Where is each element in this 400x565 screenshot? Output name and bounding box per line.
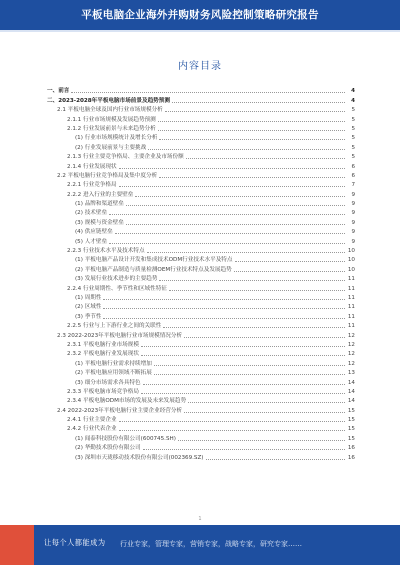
toc-leader-dots [165, 111, 345, 112]
toc-entry-page: 15 [347, 407, 355, 414]
toc-entry[interactable] [47, 443, 355, 452]
toc-entry-title: 2.3 2022-2023年平板电脑行业市场规模情况分析 [57, 332, 183, 339]
toc-entry-page: 9 [351, 238, 355, 245]
toc-entry[interactable] [47, 114, 355, 123]
toc-leader-dots [154, 374, 345, 375]
toc-leader-dots [163, 327, 345, 328]
toc-entry-title: 一、前言 [47, 88, 70, 95]
toc-entry-page: 5 [351, 116, 355, 123]
toc-entry-title: 2.3.1 平板电脑行业市场规模 [67, 341, 139, 348]
toc-entry-title: (1) 品牌和渠道壁垒 [75, 201, 124, 208]
toc-leader-dots [184, 412, 345, 413]
toc-entry-page: 12 [347, 360, 355, 367]
toc-entry-title: (1) 行业市场规模统计及增长分析 [75, 135, 158, 142]
toc-entry[interactable] [47, 95, 355, 104]
toc-leader-dots [184, 337, 345, 338]
toc-leader-dots [119, 421, 345, 422]
toc-entry-title: (2) 技术壁垒 [75, 210, 108, 217]
toc-entry-title: 2.2 平板电脑行业竞争格局及集中度分析 [57, 172, 158, 179]
toc-leader-dots [235, 261, 346, 262]
toc-leader-dots [71, 92, 345, 93]
toc-entry-page: 5 [351, 154, 355, 161]
toc-leader-dots [103, 299, 345, 300]
footer-tagline: 行业专家，管理专家，营销专家，战略专家，研究专家…… [120, 540, 302, 548]
toc-leader-dots [119, 186, 345, 187]
toc-entry[interactable] [47, 142, 355, 151]
toc-entry-title: (3) 规模与资金壁垒 [75, 219, 124, 226]
toc-entry-title: 2.1.4 行业发展现状 [67, 163, 117, 170]
toc-entry[interactable] [47, 405, 355, 414]
toc-leader-dots [141, 393, 345, 394]
toc-entry[interactable] [47, 311, 355, 320]
toc-entry[interactable] [47, 255, 355, 264]
page-number: 1 [198, 516, 202, 522]
toc-entry-page: 11 [347, 304, 355, 311]
toc-entry-page: 14 [347, 398, 355, 405]
header-stripe [0, 30, 400, 32]
toc-entry-page: 9 [351, 191, 355, 198]
toc-entry-page: 10 [347, 266, 355, 273]
toc-entry-page: 4 [351, 97, 355, 104]
toc-entry-page: 11 [347, 313, 355, 320]
toc-leader-dots [141, 346, 345, 347]
toc-entry-title: (1) 平板电脑产品设计开发和集成技术ODM行业技术水平及特点 [75, 257, 233, 264]
toc-entry-title: (1) 闻泰科技股份有限公司(600745.SH) [75, 435, 176, 442]
toc-entry-title: (2) 平板电脑应用领域不断拓展 [75, 370, 152, 377]
toc-entry-title: (2) 行业发展前景与主要挑战 [75, 144, 147, 151]
toc-entry-page: 14 [347, 379, 355, 386]
toc-entry-page: 12 [347, 351, 355, 358]
toc-entry-title: (2) 区域性 [75, 304, 102, 311]
table-of-contents [47, 86, 355, 462]
toc-leader-dots [119, 168, 345, 169]
toc-entry[interactable] [47, 86, 355, 95]
toc-leader-dots [172, 102, 345, 103]
toc-entry-title: (5) 人才壁垒 [75, 238, 108, 245]
toc-entry-page: 15 [347, 426, 355, 433]
footer-accent [0, 525, 34, 565]
toc-entry[interactable] [47, 302, 355, 311]
toc-entry-title: (1) 周期性 [75, 294, 102, 301]
toc-entry-title: (4) 供应链壁垒 [75, 229, 113, 236]
toc-entry[interactable] [47, 171, 355, 180]
toc-leader-dots [159, 139, 345, 140]
toc-entry-page: 5 [351, 107, 355, 114]
toc-entry-title: 2.3.3 平板电脑市场竞争格局 [67, 388, 139, 395]
toc-entry-title: 2.2.3 行业技术水平及技术特点 [67, 248, 145, 255]
toc-entry[interactable] [47, 452, 355, 461]
toc-entry-page: 15 [347, 435, 355, 442]
toc-leader-dots [115, 233, 345, 234]
toc-leader-dots [158, 130, 345, 131]
toc-entry-page: 15 [347, 417, 355, 424]
toc-entry-page: 5 [351, 125, 355, 132]
toc-leader-dots [135, 196, 345, 197]
toc-leader-dots [178, 440, 345, 441]
toc-entry[interactable] [47, 321, 355, 330]
toc-entry-title: 2.1 平板电脑全球及国内行业市场规模分析 [57, 107, 163, 114]
toc-leader-dots [126, 224, 345, 225]
toc-leader-dots [126, 205, 345, 206]
toc-entry-page: 5 [351, 144, 355, 151]
footer-slogan: 让每个人都能成为 [44, 538, 106, 547]
toc-entry[interactable] [47, 208, 355, 217]
toc-leader-dots [109, 243, 345, 244]
toc-entry[interactable] [47, 349, 355, 358]
toc-entry-title: 2.2.2 进入行业的主要壁垒 [67, 191, 134, 198]
toc-leader-dots [154, 365, 345, 366]
toc-entry[interactable] [47, 330, 355, 339]
toc-entry[interactable] [47, 236, 355, 245]
toc-entry-title: 2.3.2 平板电脑行业发展现状 [67, 351, 139, 358]
toc-entry-title: (1) 平板电脑行业需求持续增加 [75, 360, 152, 367]
toc-leader-dots [148, 149, 345, 150]
toc-leader-dots [234, 271, 345, 272]
toc-entry-page: 13 [347, 370, 355, 377]
toc-entry-title: (2) 华勤技术股份有限公司 [75, 445, 141, 452]
toc-entry[interactable] [47, 340, 355, 349]
toc-entry-title: 2.4.2 行业代表企业 [67, 426, 117, 433]
toc-entry[interactable] [47, 124, 355, 133]
toc-entry-title: 2.4 2022-2023年平板电脑行业主要企业经营分析 [57, 407, 183, 414]
toc-entry[interactable] [47, 199, 355, 208]
toc-title: 内容目录 [178, 61, 222, 72]
toc-entry[interactable] [47, 246, 355, 255]
toc-entry-page: 6 [351, 163, 355, 170]
toc-leader-dots [143, 384, 345, 385]
toc-entry-page: 10 [347, 257, 355, 264]
toc-entry-title: 2.2.4 行业周期性、季节性和区域性特征 [67, 285, 167, 292]
toc-entry-page: 4 [351, 88, 355, 95]
toc-entry[interactable] [47, 227, 355, 236]
toc-entry-page: 9 [351, 210, 355, 217]
toc-entry-page: 9 [351, 219, 355, 226]
toc-entry-page: 14 [347, 388, 355, 395]
toc-entry-page: 6 [351, 172, 355, 179]
toc-leader-dots [103, 318, 345, 319]
toc-entry-title: 2.4.1 行业主要企业 [67, 417, 117, 424]
toc-leader-dots [159, 177, 345, 178]
toc-entry[interactable] [47, 358, 355, 367]
toc-entry-page: 16 [347, 445, 355, 452]
toc-entry[interactable] [47, 293, 355, 302]
toc-entry[interactable] [47, 396, 355, 405]
toc-entry[interactable] [47, 180, 355, 189]
toc-entry[interactable] [47, 433, 355, 442]
toc-entry-page: 11 [347, 285, 355, 292]
toc-leader-dots [119, 430, 345, 431]
toc-leader-dots [188, 402, 345, 403]
toc-entry[interactable] [47, 105, 355, 114]
toc-entry[interactable] [47, 217, 355, 226]
toc-entry[interactable] [47, 133, 355, 142]
toc-entry-page: 9 [351, 201, 355, 208]
toc-leader-dots [206, 459, 346, 460]
toc-entry[interactable] [47, 283, 355, 292]
toc-entry-page: 7 [351, 182, 355, 189]
toc-leader-dots [143, 449, 345, 450]
toc-entry-page: 10 [347, 248, 355, 255]
toc-entry[interactable] [47, 152, 355, 161]
toc-entry[interactable] [47, 161, 355, 170]
toc-entry-title: (3) 发展行业技术进步的主要趋势 [75, 276, 158, 283]
toc-entry-title: 2.3.4 平板电脑ODM市场的发展及未来发展趋势 [67, 398, 187, 405]
toc-entry-page: 12 [347, 341, 355, 348]
toc-entry[interactable] [47, 377, 355, 386]
toc-entry-title: (2) 平板电脑产品制造与质量检测OEM行业技术特点及发展趋势 [75, 266, 232, 273]
toc-entry-page: 16 [347, 454, 355, 461]
toc-entry-title: 2.2.1 行业竞争格局 [67, 182, 117, 189]
toc-leader-dots [147, 252, 345, 253]
toc-entry-page: 11 [347, 323, 355, 330]
toc-leader-dots [158, 121, 345, 122]
toc-leader-dots [159, 280, 345, 281]
toc-leader-dots [109, 214, 345, 215]
toc-entry-page: 5 [351, 135, 355, 142]
toc-entry[interactable] [47, 387, 355, 396]
toc-entry-page: 11 [347, 294, 355, 301]
toc-entry[interactable] [47, 368, 355, 377]
toc-entry-page: 11 [347, 276, 355, 283]
toc-entry[interactable] [47, 415, 355, 424]
toc-entry[interactable] [47, 274, 355, 283]
toc-leader-dots [186, 158, 345, 159]
toc-entry-title: 二、2023-2028年平板电脑市场前景及趋势预测 [47, 97, 170, 104]
toc-entry-title: 2.1.1 行业市场规模及发展趋势预测 [67, 116, 156, 123]
toc-entry-title: (3) 深圳市天珑移动技术股份有限公司(002369.SZ) [75, 454, 204, 461]
toc-leader-dots [141, 355, 345, 356]
toc-entry-page: 9 [351, 229, 355, 236]
toc-entry-title: (3) 细分市场需求各具特色 [75, 379, 141, 386]
toc-leader-dots [103, 308, 345, 309]
toc-entry-title: 2.1.2 行业发展前景与未来趋势分析 [67, 125, 156, 132]
toc-entry-title: 2.1.3 行业主要竞争格局、主要企业及市场份额 [67, 154, 184, 161]
toc-leader-dots [169, 290, 345, 291]
toc-entry-title: 2.2.5 行业与上下游行业之间的关联性 [67, 323, 162, 330]
toc-entry[interactable] [47, 189, 355, 198]
toc-entry[interactable] [47, 424, 355, 433]
toc-entry[interactable] [47, 264, 355, 273]
toc-entry-title: (3) 季节性 [75, 313, 102, 320]
report-title: 平板电脑企业海外并购财务风险控制策略研究报告 [81, 9, 319, 21]
toc-entry-page: 12 [347, 332, 355, 339]
